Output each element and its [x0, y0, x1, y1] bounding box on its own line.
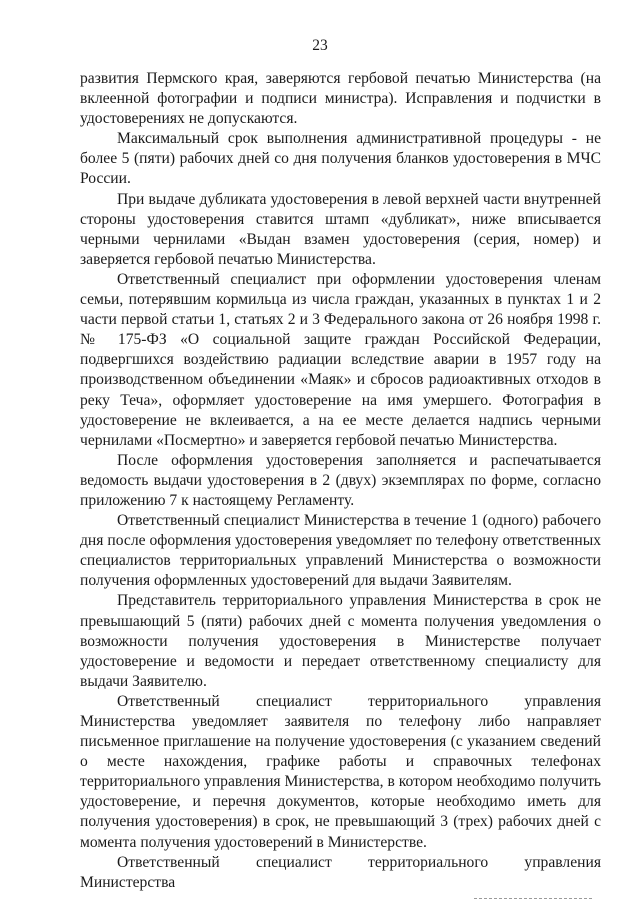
paragraph-duplicate-issue: При выдаче дубликата удостоверения в левой верхней части внутренней стороны удостоверения ставится штамп «дубликат», ниже вписывается черными чернилами «Выдан взамен удостоверения (серия, номер) и заверяется гербовой печатью Министерства.: [80, 190, 601, 268]
document-body: [80, 69, 601, 893]
page-number: 23: [312, 37, 328, 54]
paragraph-family-members: Ответственный специалист при оформлении удостоверения членам семьи, потерявшим кормильца из числа граждан, указанных в пунктах 1 и 2 части первой статьи 1, статьях 2 и 3 Федерального закона от 26 ноября 1998 г. № 175-ФЗ «О социальной защите граждан Российской Федерации, подвергшихся воздействию радиации вследствие аварии в 1957 году на производственном объединении «Маяк» и сбросов радиоактивных отходов в реку Теча», оформляет удостоверение на имя умершего. Фотография в удостоверение не вклеивается, а на ее месте делается надпись черными чернилами «Посмертно» и заверяется гербовой печатью Министерства.: [80, 270, 601, 449]
paragraph-continuation: развития Пермского края, заверяются гербовой печатью Министерства (на вклеенной фотографии и подписи министра). Исправления и подчистки в удостоверениях не допускаются.: [80, 70, 601, 128]
paragraph-issue-register: После оформления удостоверения заполняется и распечатывается ведомость выдачи удостоверения в 2 (двух) экземплярах по форме, согласно приложению 7 к настоящему Регламенту.: [80, 451, 601, 509]
scan-artifact-line: [474, 898, 594, 899]
paragraph-max-deadline: Максимальный срок выполнения административной процедуры - не более 5 (пяти) рабочих дней со дня получения бланков удостоверения в МЧС России.: [80, 130, 601, 188]
paragraph-applicant-notification: Ответственный специалист территориального управления Министерства уведомляет заявителя по телефону либо направляет письменное приглашение на получение удостоверения (с указанием сведений о месте нахождения, графике работы и справочных телефонах территориального управления Министерства, в котором необходимо получить удостоверение, и перечня документов, которые необходимо иметь для получения удостоверения) в срок, не превышающий 3 (трех) рабочих дней с момента получения удостоверений в Министерстве.: [80, 692, 601, 851]
paragraph-trailing: Ответственный специалист территориального управления Министерства: [80, 853, 601, 891]
paragraph-ministry-notification: Ответственный специалист Министерства в течение 1 (одного) рабочего дня после оформления удостоверения уведомляет по телефону ответственных специалистов территориальных управлений Министерства о возможности получения оформленных удостоверений для выдачи Заявителям.: [80, 512, 601, 590]
paragraph-representative-pickup: Представитель территориального управления Министерства в срок не превышающий 5 (пяти) рабочих дней с момента получения уведомления о возможности получения удостоверения в Министерстве получает удостоверение и ведомости и передает ответственному специалисту для выдачи Заявителю.: [80, 592, 601, 690]
